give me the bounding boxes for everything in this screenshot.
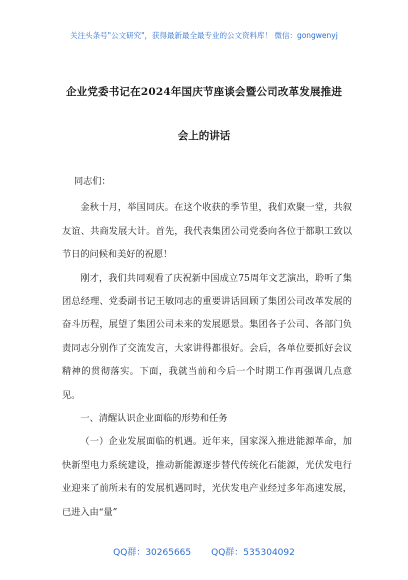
footer-qq-group-2: QQ群：535304092 [211, 548, 295, 558]
document-title: 企业党委书记在2024年国庆节座谈会暨公司改革发展推进 [65, 86, 343, 98]
footer [0, 545, 408, 558]
footer-qq-group-1: QQ群：30265665 [113, 548, 192, 558]
section-heading: 一、清醒认识企业面临的形势和任务 [80, 413, 228, 425]
salutation: 同志们： [73, 176, 111, 187]
document-body [62, 170, 352, 524]
paragraph-opening: 金秋十月，举国同庆。在这个收获的季节里，我们欢聚一堂，共叙友谊、共商发展大计。首先，我代表集团公司党委向各位于都职工致以节日的问候和美好的祝愿！ [62, 202, 352, 261]
paragraph-review: 刚才，我们共同观看了庆祝新中国成立75周年文艺演出，聆听了集团总经理、党委副书记王敏同志的重要讲话回顾了集团公司改革发展的奋斗历程，展望了集团公司未来的发展愿景。集团各子公司、各部门负责同志分别作了交流发言，大家讲得都很好。会后，各单位要抓好会议精神的贯彻落实。下面，我就当前和今后一个时期工作再强调几点意见。 [62, 272, 352, 401]
document-title-continued: 会上的讲话 [177, 130, 231, 142]
header-note: 关注头条号"公文研究"，获得最新最全最专业的公文资料库！ 微信：gongwenyj [70, 31, 338, 40]
paragraph-opportunities: （一）企业发展面临的机遇。近年来，国家深入推进能源革命，加快新型电力系统建设，推动新能源逐步替代传统化石能源，光伏发电行业迎来了前所未有的发展机遇同时，光伏发电产业经过多年高速发展，已进入由“量” [62, 436, 352, 518]
